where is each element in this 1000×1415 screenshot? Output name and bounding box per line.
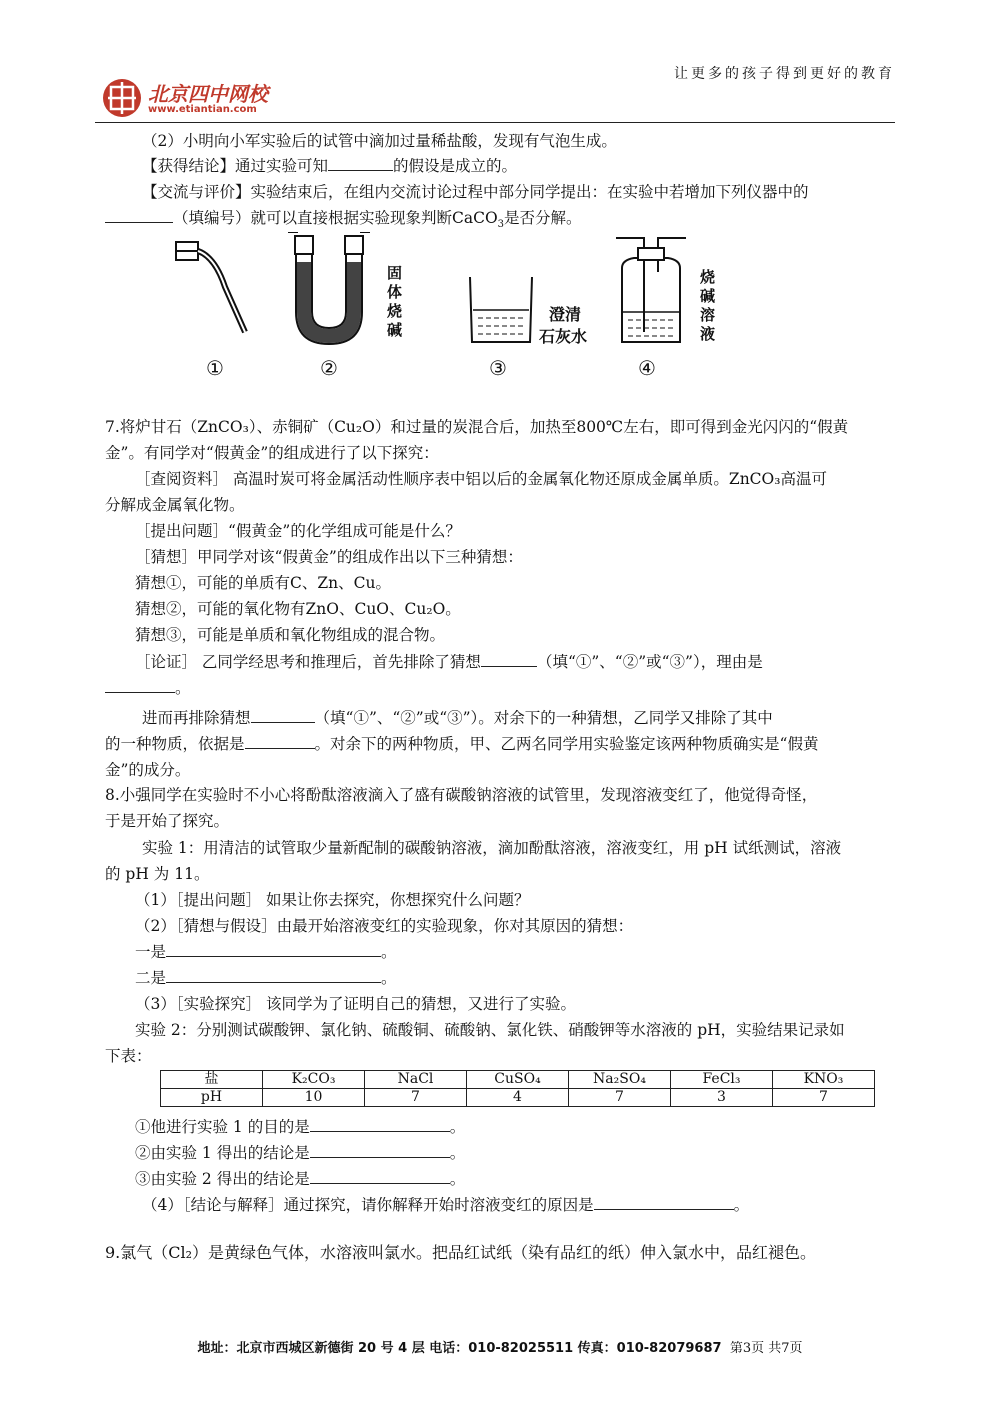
answer-blank[interactable] [328, 156, 393, 171]
q8-line10: 实验 2：分别测试碳酸钾、氯化钠、硫酸铜、硫酸钠、氯化铁、硝酸钾等水溶液的 pH，实验结果记录如 [135, 1021, 845, 1039]
drying-tube-icon [176, 242, 245, 332]
logo-url: www.etiantian.com [148, 104, 257, 115]
q7-text: （填“①”、“②”或“③”）。对余下的一种猜想，乙同学又排除了其中 [314, 709, 773, 727]
answer-blank[interactable] [105, 678, 175, 693]
q8-line6: （2）［猜想与假设］由最开始溶液变红的实验现象，你对其原因的猜想： [135, 917, 634, 935]
q8-text: ②由实验 1 得出的结论是 [135, 1144, 310, 1162]
q8-line9: （3）［实验探究］ 该同学为了证明自己的猜想，又进行了实验。 [135, 995, 577, 1013]
q8-text: ①他进行实验 1 的目的是 [135, 1118, 310, 1136]
table-cell: pH [161, 1089, 263, 1107]
q8-text: 。 [449, 1170, 466, 1188]
q8-line1: 8.小强同学在实验时不小心将酚酞溶液滴入了盛有碳酸钠溶液的试管里，发现溶液变红了，他觉得奇怪， [105, 786, 818, 804]
q7-text: 。 [175, 679, 191, 697]
table-header-cell: CuSO₄ [467, 1071, 569, 1089]
table-header-cell: NaCl [365, 1071, 467, 1089]
footer-address: 地址：北京市西城区新德街 20 号 4 层 电话：010-82025511 传真：010-82079687 [197, 1341, 722, 1356]
q8-answer3 [135, 1166, 465, 1192]
header-slogan: 让更多的孩子得到更好的教育 [674, 66, 895, 82]
answer-blank[interactable] [310, 1143, 450, 1158]
q8-line2: 于是开始了探究。 [105, 812, 230, 830]
q8-line5: （1）［提出问题］ 如果让你去探究，你想探究什么问题？ [135, 891, 530, 909]
q6-conclusion [142, 153, 517, 179]
q7-line6: ［猜想］甲同学对该“假黄金”的组成作出以下三种猜想： [135, 548, 523, 566]
q7-line14: 金”的成分。 [105, 761, 191, 779]
q8-text: （4）［结论与解释］通过探究，请你解释开始时溶液变红的原因是 [142, 1196, 594, 1214]
q8-answer2 [135, 1140, 465, 1166]
q8-line7 [135, 939, 397, 965]
q7-line5: ［提出问题］“假黄金”的化学组成可能是什么？ [135, 522, 461, 540]
q7-line2: 金”。有同学对“假黄金”的组成进行了以下探究： [105, 444, 439, 462]
table-header-cell: Na₂SO₄ [569, 1071, 671, 1089]
q7-line13 [105, 731, 818, 757]
table-cell: 7 [569, 1089, 671, 1107]
answer-blank[interactable] [594, 1195, 734, 1210]
q8-line8 [135, 965, 397, 991]
table-cell: 3 [671, 1089, 773, 1107]
page-number: 第3页 共7页 [729, 1341, 803, 1356]
q6-conclusion-text: 【获得结论】通过实验可知 [142, 157, 329, 175]
q7-line11 [105, 675, 191, 701]
q8-line3: 实验 1：用清洁的试管取少量新配制的碳酸钠溶液，滴加酚酞溶液，溶液变红，用 pH 试纸测试，溶液 [142, 839, 842, 857]
q9-line1: 9.氯气（Cl₂）是黄绿色气体，水溶液叫氯水。把品红试纸（染有品红的纸）伸入氯水中，品红褪色。 [105, 1243, 817, 1262]
q7-line10 [135, 649, 763, 675]
q7-line12 [142, 705, 773, 731]
q8-text: 。 [381, 943, 397, 961]
q7-line9: 猜想③，可能是单质和氧化物组成的混合物。 [135, 626, 446, 644]
q8-text: 。 [733, 1196, 750, 1214]
label-solid-caustic-soda: 固 体 烧 碱 [387, 264, 403, 339]
q7-text: 的一种物质，依据是 [105, 735, 245, 753]
table-header-cell: KNO₃ [773, 1071, 875, 1089]
q7-line7: 猜想①，可能的单质有C、Zn、Cu。 [135, 574, 391, 592]
table-cell: 7 [365, 1089, 467, 1107]
salt-ph-table [160, 1070, 875, 1107]
table-header-cell: 盐 [161, 1071, 263, 1089]
q8-text: 二是 [135, 969, 167, 987]
answer-blank[interactable] [105, 208, 173, 223]
table-header-cell: FeCl₃ [671, 1071, 773, 1089]
q6-conclusion-text-end: 的假设是成立的。 [393, 157, 518, 175]
q7-line8: 猜想②，可能的氧化物有ZnO、CuO、Cu₂O。 [135, 600, 461, 618]
table-cell: 7 [773, 1089, 875, 1107]
q6-eval-text-end: 是否分解。 [504, 209, 582, 227]
beaker-icon [470, 277, 532, 342]
q8-line4: 的 pH 为 11。 [105, 865, 210, 883]
gas-washing-bottle-icon [616, 238, 686, 342]
q6-eval-text: （填编号）就可以直接根据实验现象判断CaCO [173, 209, 498, 227]
q7-text: 。对余下的两种物质，甲、乙两名同学用实验鉴定该两种物质确实是“假黄 [314, 735, 819, 753]
q7-text: 进而再排除猜想 [142, 709, 251, 727]
apparatus-number-1: ① [206, 356, 224, 380]
table-row [161, 1071, 875, 1089]
logo [100, 74, 290, 124]
u-tube-icon [288, 232, 370, 344]
answer-blank[interactable] [251, 708, 315, 723]
table-cell: 10 [263, 1089, 365, 1107]
q6-evaluation-line1: 【交流与评价】实验结束后，在组内交流讨论过程中部分同学提出：在实验中若增加下列仪器中的 [142, 183, 809, 201]
label-limewater: 澄清 石灰水 [539, 305, 588, 346]
q7-line4: 分解成金属氧化物。 [105, 496, 245, 514]
answer-blank[interactable] [310, 1117, 450, 1132]
q7-text: ［论证］ 乙同学经思考和推理后，首先排除了猜想 [135, 653, 481, 671]
table-cell: 4 [467, 1089, 569, 1107]
q7-line1: 7.将炉甘石（ZnCO₃）、赤铜矿（Cu₂O）和过量的炭混合后，加热至800℃左右，即可得到金光闪闪的“假黄 [105, 418, 849, 436]
q7-line3: ［查阅资料］ 高温时炭可将金属活动性顺序表中铝以后的金属氧化物还原成金属单质。ZnCO₃高温可 [135, 470, 827, 488]
q8-text: ③由实验 2 得出的结论是 [135, 1170, 310, 1188]
apparatus-number-3: ③ [489, 356, 507, 380]
subscript: 3 [497, 219, 505, 231]
header-divider [95, 122, 895, 123]
q7-text: （填“①”、“②”或“③”），理由是 [536, 653, 763, 671]
apparatus-number-4: ④ [638, 356, 656, 380]
q8-answer1 [135, 1114, 465, 1140]
q8-text: 。 [449, 1118, 466, 1136]
apparatus-number-2: ② [320, 356, 338, 380]
table-row [161, 1089, 875, 1107]
q8-text: 。 [381, 969, 397, 987]
answer-blank[interactable] [245, 734, 315, 749]
label-caustic-soda-solution: 烧 碱 溶 液 [700, 268, 716, 343]
q8-line11: 下表： [105, 1047, 152, 1065]
answer-blank[interactable] [481, 652, 537, 667]
q8-text: 。 [449, 1144, 466, 1162]
logo-name: 北京四中网校 [148, 82, 268, 106]
apparatus-figure [170, 232, 730, 352]
footer [0, 1337, 1000, 1356]
answer-blank[interactable] [166, 942, 381, 957]
answer-blank[interactable] [166, 968, 381, 983]
answer-blank[interactable] [310, 1169, 450, 1184]
q8-text: 一是 [135, 943, 167, 961]
q8-line12 [142, 1192, 749, 1218]
table-header-cell: K₂CO₃ [263, 1071, 365, 1089]
q6-part2: （2）小明向小军实验后的试管中滴加过量稀盐酸，发现有气泡生成。 [142, 132, 617, 150]
